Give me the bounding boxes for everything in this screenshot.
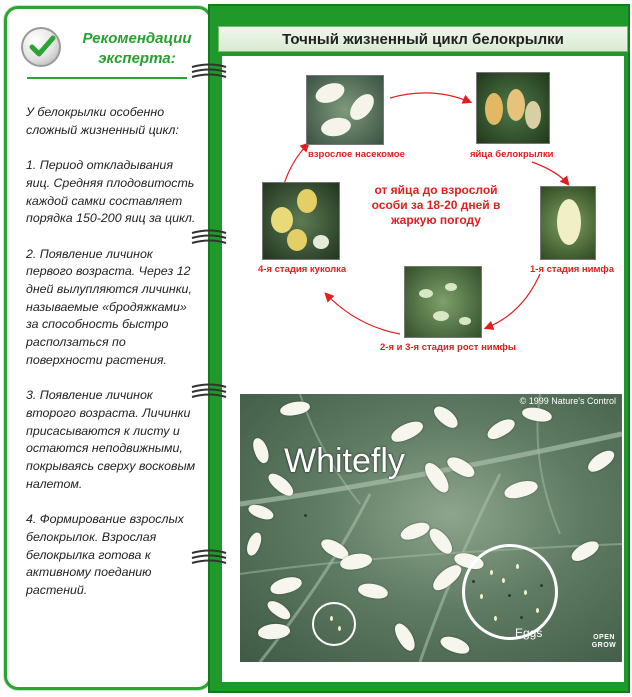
- spiral-ring-icon: [190, 548, 228, 568]
- stage-label-eggs: яйца белокрылки: [470, 149, 554, 160]
- stage-label-adult: взрослое насекомое: [308, 149, 405, 160]
- step-3: 3. Появление личинок второго возраста. Личинки присасываются к листу и остаются неподвижными, покрываясь сверху восковым налетом.: [26, 388, 196, 491]
- expert-card: [4, 6, 212, 690]
- checkmark-icon: [21, 27, 61, 67]
- step-1: 1. Период откладывания яиц. Средняя плодовитость каждой самки составляет порядка 150-200 яиц за цикл.: [26, 158, 196, 226]
- eggs-highlight-circle: [462, 544, 558, 640]
- nymph23-photo: [404, 266, 482, 338]
- spiral-ring-icon: [190, 382, 228, 402]
- whitefly-photo: [240, 394, 622, 662]
- eggs-highlight-circle-small: [312, 602, 356, 646]
- stage-label-pupa: 4-я стадия куколка: [258, 264, 347, 275]
- nymph1-photo: [540, 186, 596, 260]
- step-4: 4. Формирование взрослых белокрылок. Взрослая белокрылка готова к активному поеданию растений.: [26, 512, 184, 597]
- open-grow-logo: OPEN GROW: [591, 634, 617, 649]
- stage-label-nymph23: 2-я и 3-я стадия рост нимфы: [380, 342, 516, 353]
- whitefly-label: Whitefly: [284, 442, 405, 480]
- pupa-photo: [262, 182, 340, 260]
- card-text: [26, 104, 198, 617]
- card-title: Рекомендации эксперта:: [82, 30, 192, 67]
- intro-text: У белокрылки особенно сложный жизненный цикл:: [26, 105, 179, 137]
- page-title: Точный жизненный цикл белокрылки: [218, 26, 628, 52]
- eggs-photo: [476, 72, 550, 144]
- divider: [27, 77, 187, 79]
- photo-copyright: © 1999 Nature's Control: [519, 396, 616, 406]
- step-2: 2. Появление личинок первого возраста. Через 12 дней вылупляются личинки, называемые «бродяжками» за способность быстро расползаться по поверхности растения.: [26, 246, 192, 367]
- adult-photo: [306, 75, 384, 145]
- eggs-label: Eggs: [515, 626, 543, 640]
- cycle-duration-note: от яйца до взрослой особи за 18-20 дней в жаркую погоду: [371, 183, 501, 227]
- stage-label-nymph1: 1-я стадия нимфа: [530, 264, 614, 275]
